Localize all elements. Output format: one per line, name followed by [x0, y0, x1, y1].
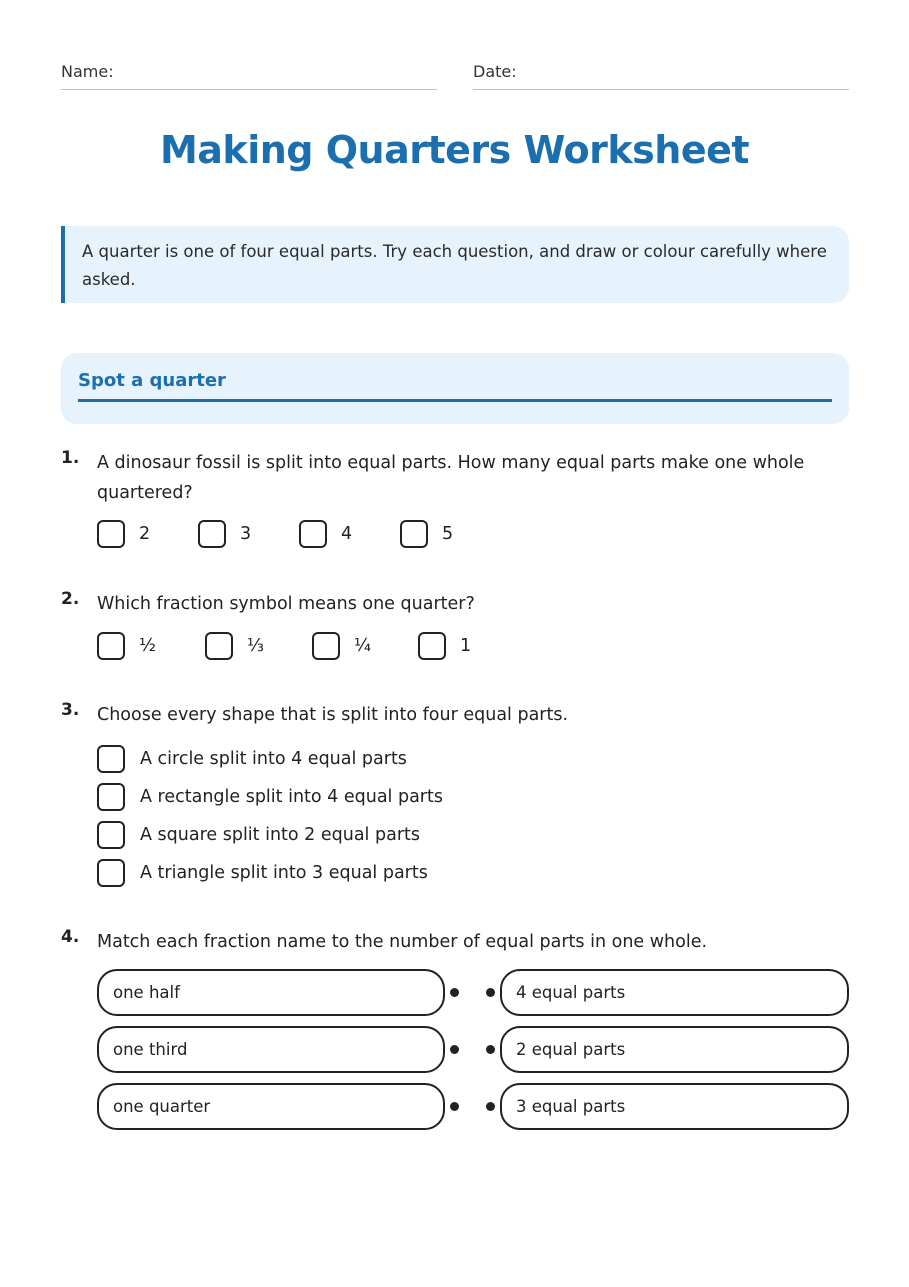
- match-right-item: 4 equal parts: [500, 969, 849, 1016]
- match-dot-right[interactable]: [486, 988, 495, 997]
- checkbox[interactable]: [97, 821, 125, 849]
- option[interactable]: [299, 520, 400, 548]
- date-field[interactable]: [473, 62, 849, 90]
- intro-callout: A quarter is one of four equal parts. Try each question, and draw or colour carefully where asked.: [61, 226, 849, 303]
- name-field[interactable]: [61, 62, 437, 90]
- option[interactable]: [312, 632, 418, 660]
- match-left-item: one third: [97, 1026, 445, 1073]
- question-2-options: [97, 632, 471, 660]
- option-label: 2: [139, 524, 151, 544]
- checkbox[interactable]: [312, 632, 340, 660]
- option[interactable]: [97, 632, 205, 660]
- option[interactable]: [97, 740, 443, 778]
- match-dot-left[interactable]: [450, 988, 459, 997]
- date-label: Date:: [473, 62, 517, 81]
- checkbox[interactable]: [97, 520, 125, 548]
- option[interactable]: [97, 520, 198, 548]
- matching-activity: [97, 969, 849, 1140]
- option-label: A triangle split into 3 equal parts: [140, 863, 428, 883]
- match-right-item: 3 equal parts: [500, 1083, 849, 1130]
- checkbox[interactable]: [400, 520, 428, 548]
- option[interactable]: [418, 632, 471, 660]
- match-dot-left[interactable]: [450, 1045, 459, 1054]
- option[interactable]: [205, 632, 312, 660]
- date-line: [473, 89, 849, 90]
- question-2: [61, 589, 849, 619]
- match-dot-left[interactable]: [450, 1102, 459, 1111]
- question-4: [61, 927, 849, 957]
- option-label: 5: [442, 524, 454, 544]
- match-row: [97, 1026, 849, 1083]
- question-1: [61, 448, 849, 508]
- match-dot-right[interactable]: [486, 1102, 495, 1111]
- option-label: 1: [460, 636, 472, 656]
- question-number: 1.: [61, 448, 80, 468]
- checkbox[interactable]: [198, 520, 226, 548]
- section-title: Spot a quarter: [78, 370, 832, 402]
- match-right-item: 2 equal parts: [500, 1026, 849, 1073]
- option-label: A square split into 2 equal parts: [140, 825, 420, 845]
- option-label: ½: [139, 636, 156, 656]
- option[interactable]: [400, 520, 453, 548]
- checkbox[interactable]: [418, 632, 446, 660]
- page-title: Making Quarters Worksheet: [159, 128, 750, 172]
- question-3: [61, 700, 849, 730]
- question-number: 2.: [61, 589, 80, 609]
- checkbox[interactable]: [299, 520, 327, 548]
- name-label: Name:: [61, 62, 114, 81]
- question-text: Which fraction symbol means one quarter?: [97, 594, 475, 614]
- question-3-options: [97, 740, 443, 892]
- question-number: 3.: [61, 700, 80, 720]
- option-label: ¼: [354, 636, 371, 656]
- option-label: A circle split into 4 equal parts: [140, 749, 407, 769]
- checkbox[interactable]: [97, 859, 125, 887]
- option-label: 4: [341, 524, 353, 544]
- question-text: A dinosaur fossil is split into equal parts. How many equal parts make one whole quartered?: [97, 453, 805, 503]
- checkbox[interactable]: [97, 745, 125, 773]
- name-line: [61, 89, 437, 90]
- question-1-options: [97, 520, 453, 548]
- option[interactable]: [198, 520, 299, 548]
- question-text: Choose every shape that is split into four equal parts.: [97, 705, 569, 725]
- option-label: ⅓: [247, 636, 264, 656]
- checkbox[interactable]: [97, 783, 125, 811]
- option-label: A rectangle split into 4 equal parts: [140, 787, 443, 807]
- match-row: [97, 1083, 849, 1140]
- option-label: 3: [240, 524, 252, 544]
- checkbox[interactable]: [97, 632, 125, 660]
- checkbox[interactable]: [205, 632, 233, 660]
- option[interactable]: [97, 854, 443, 892]
- question-text: Match each fraction name to the number of equal parts in one whole.: [97, 932, 708, 952]
- match-left-item: one quarter: [97, 1083, 445, 1130]
- section-header: [61, 353, 849, 424]
- option[interactable]: [97, 778, 443, 816]
- question-number: 4.: [61, 927, 80, 947]
- match-dot-right[interactable]: [486, 1045, 495, 1054]
- match-left-item: one half: [97, 969, 445, 1016]
- match-row: [97, 969, 849, 1026]
- option[interactable]: [97, 816, 443, 854]
